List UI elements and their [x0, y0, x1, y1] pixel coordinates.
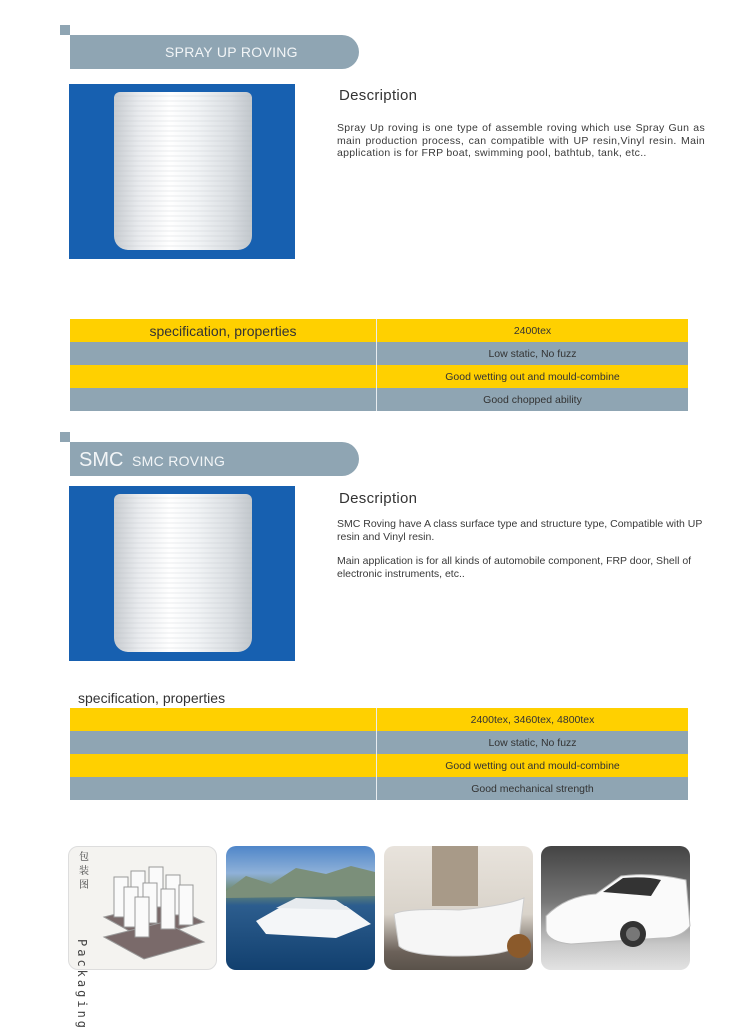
yacht-illustration	[226, 846, 375, 970]
spec-label: specification, properties	[70, 319, 377, 342]
sports-car-image	[541, 846, 690, 970]
spec-value: Good chopped ability	[377, 388, 689, 411]
description-title: Description	[339, 490, 418, 507]
banner-marker	[60, 25, 70, 35]
bathtub-image	[384, 846, 533, 970]
pallet-illustration	[69, 847, 218, 971]
description-paragraph: Spray Up roving is one type of assemble roving which use Spray Gun as main production process, can compatible with UP resin,Vinyl resin. Main application is for FRP boat, swimming pool, bathtub, tank, etc..	[337, 122, 705, 159]
table-row	[70, 777, 688, 800]
banner-marker	[60, 432, 70, 442]
description-body	[337, 122, 705, 160]
packaging-image	[68, 846, 217, 1031]
product-image-spray-up	[69, 84, 295, 259]
spec-value: Low static, No fuzz	[377, 342, 689, 365]
table-row	[70, 365, 688, 388]
banner-title: SPRAY UP ROVING	[165, 44, 298, 60]
bathtub-illustration	[384, 846, 533, 970]
product-image-smc	[69, 486, 295, 661]
banner-title: SMC ROVING	[132, 453, 226, 469]
description-paragraph: Main application is for all kinds of automobile component, FRP door, Shell of electronic instruments, etc..	[337, 555, 692, 580]
yacht-image	[226, 846, 375, 970]
table-row	[70, 731, 688, 754]
roving-spool	[114, 92, 252, 250]
description-body	[337, 518, 705, 580]
table-row	[70, 342, 688, 365]
description-paragraph: SMC Roving have A class surface type and structure type, Compatible with UP resin and Vinyl resin.	[337, 518, 703, 543]
spec-table-smc	[70, 708, 688, 800]
spec-value: Good wetting out and mould-combine	[377, 365, 689, 388]
section-banner-smc	[70, 442, 359, 476]
packaging-cn-label: 包装图	[79, 852, 89, 891]
banner-prefix: SMC	[79, 449, 124, 471]
spec-value: Low static, No fuzz	[377, 731, 689, 754]
spec-label: specification, properties	[78, 690, 226, 706]
table-row	[70, 319, 688, 342]
table-row	[70, 708, 688, 731]
packaging-en-label: Packaging	[75, 939, 89, 1031]
section-banner-spray-up	[70, 35, 359, 69]
spec-value: Good mechanical strength	[377, 777, 689, 800]
spec-value: Good wetting out and mould-combine	[377, 754, 689, 777]
table-row	[70, 754, 688, 777]
spec-value: 2400tex	[377, 319, 689, 342]
spec-value: 2400tex, 3460tex, 4800tex	[377, 708, 689, 731]
table-row	[70, 388, 688, 411]
description-title: Description	[339, 87, 418, 104]
roving-spool	[114, 494, 252, 652]
car-illustration	[541, 846, 690, 970]
spec-table-spray-up	[70, 319, 688, 411]
